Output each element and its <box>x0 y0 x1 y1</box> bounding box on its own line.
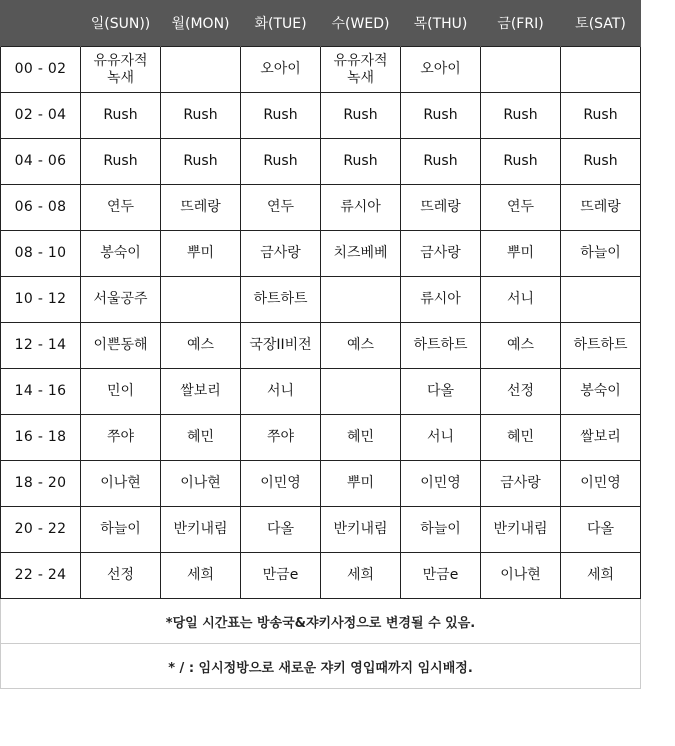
note-schedule-change: *당일 시간표는 방송국&쟈키사정으로 변경될 수 있음. <box>1 599 641 644</box>
header-corner <box>1 0 81 47</box>
table-row <box>1 369 641 415</box>
table-row <box>1 93 641 139</box>
schedule-cell: 혜민 <box>481 415 561 461</box>
schedule-cell: 이민영 <box>401 461 481 507</box>
schedule-cell: 뿌미 <box>161 231 241 277</box>
header-day-sun: 일(SUN)) <box>81 0 161 47</box>
schedule-cell: 다올 <box>561 507 641 553</box>
schedule-cell: 예스 <box>321 323 401 369</box>
schedule-cell: 서니 <box>401 415 481 461</box>
header-day-thu: 목(THU) <box>401 0 481 47</box>
schedule-cell: 예스 <box>481 323 561 369</box>
schedule-cell: Rush <box>81 139 161 185</box>
schedule-cell: 만금e <box>241 553 321 599</box>
schedule-cell: Rush <box>161 93 241 139</box>
schedule-cell: 반키내림 <box>161 507 241 553</box>
schedule-cell: 쌀보리 <box>161 369 241 415</box>
schedule-cell: 치즈베베 <box>321 231 401 277</box>
schedule-cell: 선정 <box>481 369 561 415</box>
table-row <box>1 553 641 599</box>
time-slot-cell: 20 - 22 <box>1 507 81 553</box>
time-slot-cell: 12 - 14 <box>1 323 81 369</box>
schedule-cell: 반키내림 <box>481 507 561 553</box>
schedule-header <box>1 0 641 47</box>
time-slot-cell: 16 - 18 <box>1 415 81 461</box>
schedule-cell: 세희 <box>161 553 241 599</box>
table-row <box>1 185 641 231</box>
time-slot-cell: 02 - 04 <box>1 93 81 139</box>
schedule-cell <box>561 277 641 323</box>
schedule-cell: 세희 <box>321 553 401 599</box>
schedule-cell: Rush <box>561 93 641 139</box>
schedule-cell: Rush <box>401 93 481 139</box>
schedule-cell: Rush <box>81 93 161 139</box>
schedule-cell: 금사랑 <box>241 231 321 277</box>
schedule-cell: Rush <box>481 93 561 139</box>
header-day-fri: 금(FRI) <box>481 0 561 47</box>
schedule-cell: 금사랑 <box>481 461 561 507</box>
table-row <box>1 415 641 461</box>
schedule-cell: 세희 <box>561 553 641 599</box>
schedule-cell: Rush <box>321 139 401 185</box>
time-slot-cell: 10 - 12 <box>1 277 81 323</box>
schedule-cell: 이나현 <box>161 461 241 507</box>
schedule-cell: 유유자적 녹새 <box>81 47 161 93</box>
schedule-cell: 이민영 <box>561 461 641 507</box>
schedule-cell: 이나현 <box>81 461 161 507</box>
schedule-cell: 이민영 <box>241 461 321 507</box>
table-row <box>1 231 641 277</box>
schedule-cell: 류시아 <box>321 185 401 231</box>
schedule-cell: 금사랑 <box>401 231 481 277</box>
time-slot-cell: 04 - 06 <box>1 139 81 185</box>
schedule-cell: Rush <box>241 139 321 185</box>
schedule-cell: 연두 <box>481 185 561 231</box>
schedule-cell: 봉숙이 <box>561 369 641 415</box>
time-slot-cell: 22 - 24 <box>1 553 81 599</box>
schedule-cell: 오아이 <box>241 47 321 93</box>
schedule-cell <box>481 47 561 93</box>
schedule-cell: 국장II비전 <box>241 323 321 369</box>
schedule-cell: 다올 <box>241 507 321 553</box>
schedule-cell: 뜨레랑 <box>561 185 641 231</box>
schedule-cell <box>561 47 641 93</box>
schedule-cell: 하트하트 <box>401 323 481 369</box>
schedule-cell: 뿌미 <box>321 461 401 507</box>
table-row <box>1 47 641 93</box>
schedule-cell: 하트하트 <box>561 323 641 369</box>
header-day-sat: 토(SAT) <box>561 0 641 47</box>
schedule-cell: 하트하트 <box>241 277 321 323</box>
schedule-cell: 뜨레랑 <box>161 185 241 231</box>
schedule-cell: 서울공주 <box>81 277 161 323</box>
schedule-cell: 예스 <box>161 323 241 369</box>
schedule-notes <box>1 599 641 689</box>
schedule-cell: 민이 <box>81 369 161 415</box>
schedule-cell: 하늘이 <box>81 507 161 553</box>
schedule-cell: 봉숙이 <box>81 231 161 277</box>
schedule-cell: 하늘이 <box>561 231 641 277</box>
header-day-tue: 화(TUE) <box>241 0 321 47</box>
schedule-cell <box>321 277 401 323</box>
note-row <box>1 599 641 644</box>
schedule-cell: 반키내림 <box>321 507 401 553</box>
schedule-cell: 연두 <box>241 185 321 231</box>
header-day-mon: 월(MON) <box>161 0 241 47</box>
schedule-cell: 혜민 <box>161 415 241 461</box>
schedule-cell: Rush <box>561 139 641 185</box>
time-slot-cell: 14 - 16 <box>1 369 81 415</box>
schedule-cell: 쭈야 <box>241 415 321 461</box>
header-day-wed: 수(WED) <box>321 0 401 47</box>
schedule-cell: 이나현 <box>481 553 561 599</box>
note-temporary-assignment: * / : 임시정방으로 새로운 쟈키 영입때까지 임시배정. <box>1 644 641 689</box>
schedule-cell: 연두 <box>81 185 161 231</box>
schedule-cell <box>321 369 401 415</box>
schedule-cell: 만금e <box>401 553 481 599</box>
schedule-cell <box>161 47 241 93</box>
schedule-cell: 혜민 <box>321 415 401 461</box>
schedule-cell: 류시아 <box>401 277 481 323</box>
time-slot-cell: 18 - 20 <box>1 461 81 507</box>
schedule-cell: 서니 <box>481 277 561 323</box>
schedule-cell: 유유자적 녹새 <box>321 47 401 93</box>
table-row <box>1 507 641 553</box>
schedule-cell: Rush <box>321 93 401 139</box>
table-row <box>1 461 641 507</box>
schedule-cell: 뜨레랑 <box>401 185 481 231</box>
time-slot-cell: 06 - 08 <box>1 185 81 231</box>
schedule-cell: 서니 <box>241 369 321 415</box>
schedule-cell: 선정 <box>81 553 161 599</box>
schedule-cell: 이쁜동해 <box>81 323 161 369</box>
time-slot-cell: 08 - 10 <box>1 231 81 277</box>
table-row <box>1 277 641 323</box>
schedule-cell: 다올 <box>401 369 481 415</box>
note-row <box>1 644 641 689</box>
table-row <box>1 323 641 369</box>
schedule-cell: 오아이 <box>401 47 481 93</box>
time-slot-cell: 00 - 02 <box>1 47 81 93</box>
schedule-cell: 쭈야 <box>81 415 161 461</box>
schedule-cell: Rush <box>481 139 561 185</box>
schedule-cell: Rush <box>161 139 241 185</box>
schedule-cell: Rush <box>401 139 481 185</box>
schedule-cell: 뿌미 <box>481 231 561 277</box>
table-row <box>1 139 641 185</box>
header-row <box>1 0 641 47</box>
schedule-cell <box>161 277 241 323</box>
schedule-cell: Rush <box>241 93 321 139</box>
schedule-cell: 하늘이 <box>401 507 481 553</box>
schedule-body <box>1 47 641 599</box>
schedule-cell: 쌀보리 <box>561 415 641 461</box>
